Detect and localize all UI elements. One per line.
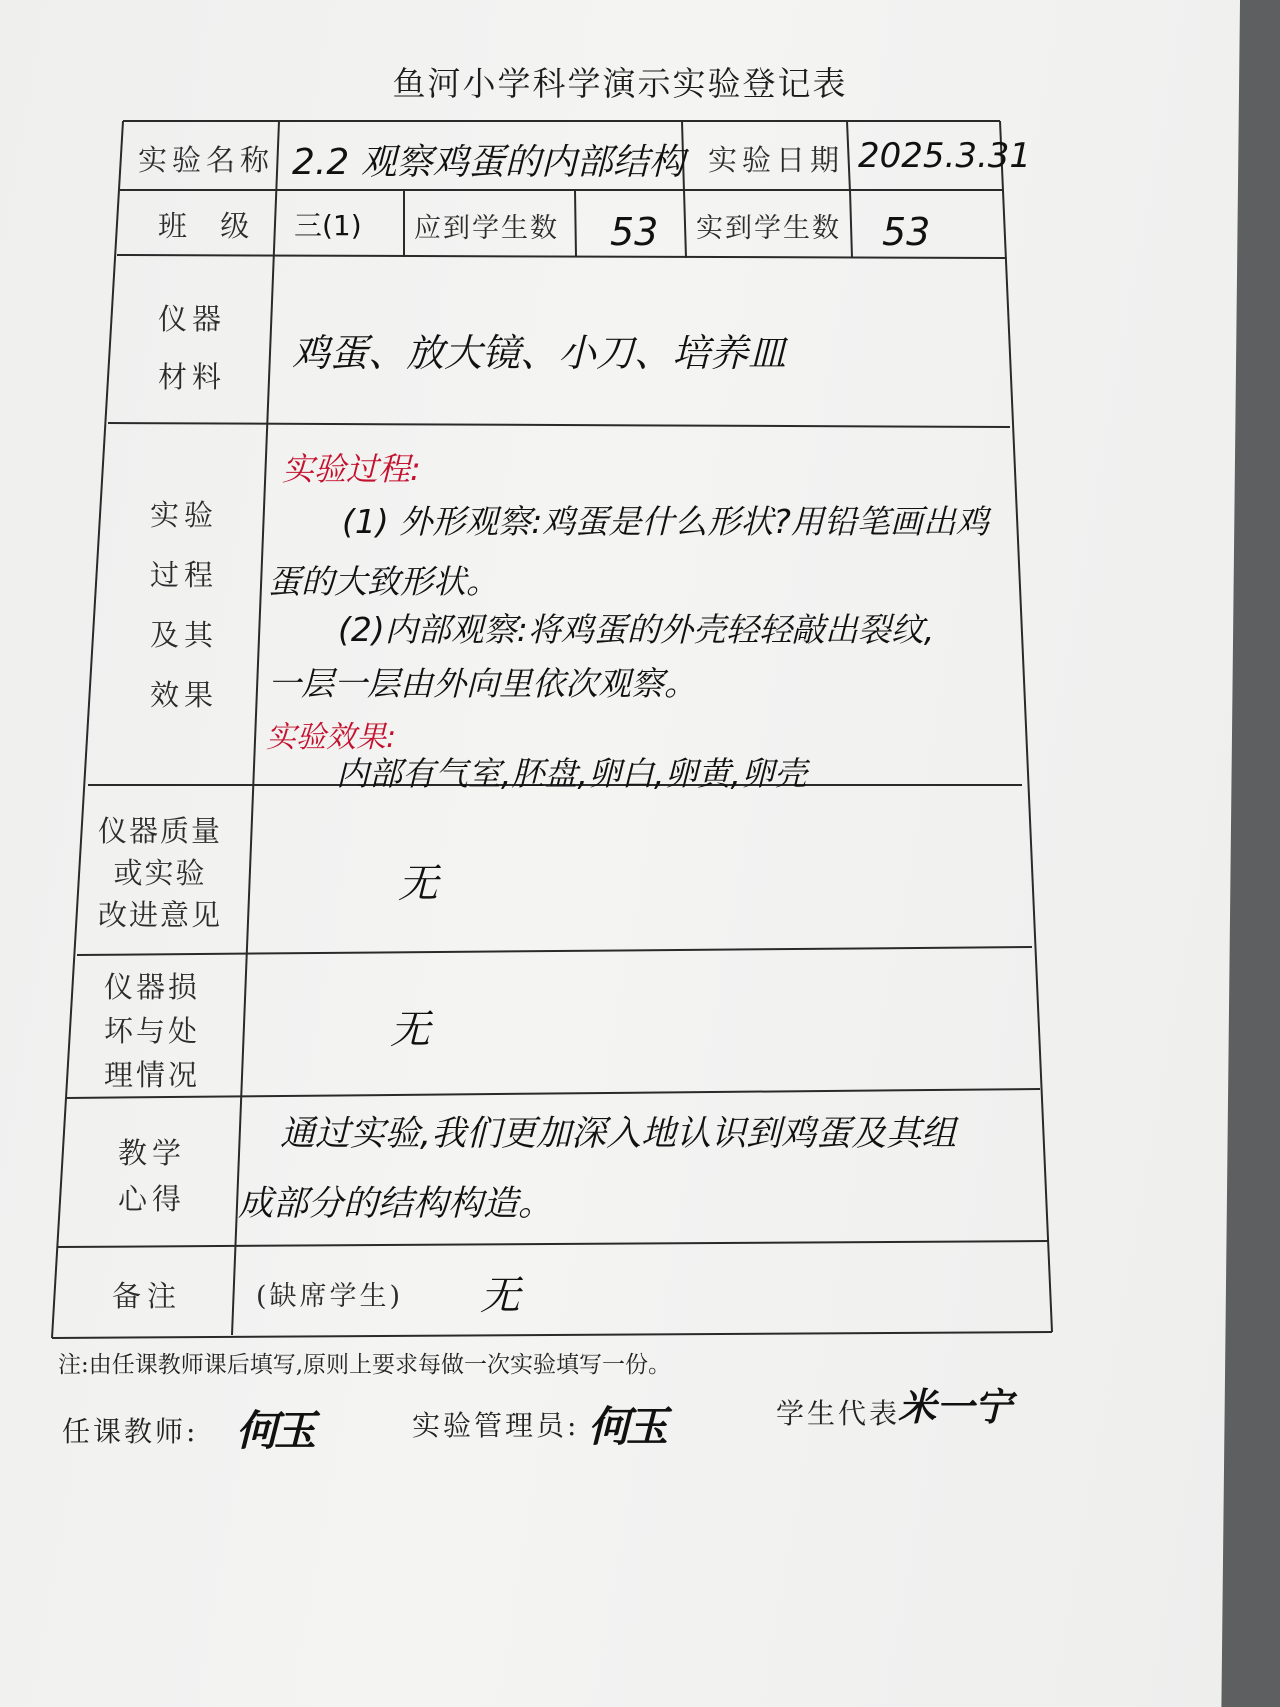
teacher-signature-label: 任课教师: bbox=[62, 1415, 199, 1448]
reflection-line-1: 通过实验,我们更加深入地认识到鸡蛋及其组 bbox=[280, 1114, 957, 1154]
quality-label: 仪器质量 或实验 改进意见 bbox=[98, 814, 223, 932]
effect-heading: 实验效果: bbox=[266, 720, 397, 755]
experiment-name-value: 2.2 观察鸡蛋的内部结构 bbox=[292, 142, 685, 183]
admin-signature: 何玉 bbox=[588, 1402, 665, 1451]
admin-signature-label: 实验管理员: bbox=[412, 1409, 580, 1442]
materials-label: 仪器 材料 bbox=[158, 302, 227, 394]
teacher-signature: 何玉 bbox=[236, 1406, 313, 1455]
experiment-date-label: 实验日期 bbox=[708, 143, 845, 177]
remarks-prefix: (缺席学生) bbox=[256, 1281, 404, 1312]
process-line-2: 蛋的大致形状。 bbox=[268, 562, 499, 601]
footnote: 注:由任课教师课后填写,原则上要求每做一次实验填写一份。 bbox=[58, 1352, 672, 1378]
reflection-line-2: 成部分的结构构造。 bbox=[238, 1184, 554, 1224]
process-heading: 实验过程: bbox=[282, 450, 421, 488]
class-label: 班 级 bbox=[158, 209, 262, 243]
damage-label: 仪器损 坏与处 理情况 bbox=[104, 970, 201, 1092]
materials-value: 鸡蛋、放大镜、小刀、培养皿 bbox=[292, 331, 787, 375]
quality-value: 无 bbox=[398, 861, 438, 907]
student-representative-signature: 米一宁 bbox=[898, 1385, 1013, 1429]
remarks-label: 备注 bbox=[112, 1279, 183, 1313]
expected-students-label: 应到学生数 bbox=[414, 213, 559, 244]
student-representative-label: 学生代表 bbox=[776, 1397, 901, 1430]
experiment-name-label: 实验名称 bbox=[138, 143, 275, 177]
process-line-1: (1) 外形观察:鸡蛋是什么形状?用铅笔画出鸡 bbox=[342, 502, 989, 541]
process-label: 实验 过程 及其 效果 bbox=[150, 498, 219, 712]
effect-value: 内部有气室,胚盘,卵白,卵黄,卵壳 bbox=[336, 754, 807, 793]
remarks-value: 无 bbox=[480, 1273, 520, 1319]
experiment-date-value: 2025.3.31 bbox=[858, 136, 1032, 176]
actual-students-value: 53 bbox=[882, 210, 931, 254]
reflection-label: 教学 心得 bbox=[118, 1136, 187, 1216]
process-line-4: 一层一层由外向里依次观察。 bbox=[268, 664, 697, 703]
process-line-3: (2)内部观察:将鸡蛋的外壳轻轻敲出裂纹, bbox=[338, 610, 935, 649]
class-value: 三(1) bbox=[294, 209, 362, 242]
page-title: 鱼河小学科学演示实验登记表 bbox=[392, 64, 848, 103]
expected-students-value: 53 bbox=[610, 210, 659, 254]
damage-value: 无 bbox=[390, 1007, 430, 1053]
actual-students-label: 实到学生数 bbox=[696, 213, 841, 244]
